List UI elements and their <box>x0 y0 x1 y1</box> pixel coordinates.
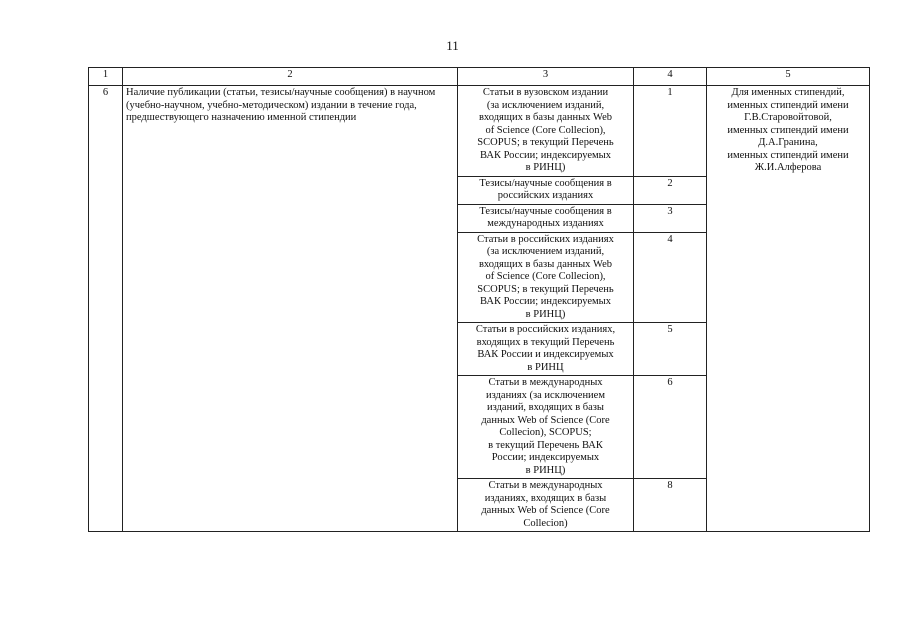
table-header-row <box>89 68 870 86</box>
points-cell: 8 <box>634 479 707 532</box>
row-number: 6 <box>89 86 123 532</box>
points-cell: 1 <box>634 86 707 177</box>
page-number: 11 <box>446 38 459 53</box>
publication-type-cell: Тезисы/научные сообщения в российских изданиях <box>458 176 634 204</box>
publication-type-cell: Тезисы/научные сообщения в международных изданиях <box>458 204 634 232</box>
column-header-3: 3 <box>458 68 634 86</box>
publication-type-cell: Статьи в российских изданиях (за исключением изданий, входящих в базы данных Web of Science (Core Collecion), SCOPUS; в текущий Перечень ВАК России; индексируемых в РИНЦ) <box>458 232 634 323</box>
column-header-1: 1 <box>89 68 123 86</box>
points-cell: 2 <box>634 176 707 204</box>
column-header-5: 5 <box>707 68 870 86</box>
points-cell: 6 <box>634 376 707 479</box>
table-row <box>89 86 870 177</box>
publication-type-cell: Статьи в международных изданиях (за исключением изданий, входящих в базы данных Web of Science (Core Collecion), SCOPUS; в текущий Перечень ВАК России; индексируемых в РИНЦ) <box>458 376 634 479</box>
points-cell: 3 <box>634 204 707 232</box>
publication-type-cell: Статьи в российских изданиях, входящих в текущий Перечень ВАК России и индексируемых в РИНЦ <box>458 323 634 376</box>
criterion-cell: Наличие публикации (статьи, тезисы/научные сообщения) в научном (учебно-научном, учебно-методическом) издании в течение года, предшествующего назначению именной стипендии <box>123 86 458 532</box>
publication-type-cell: Статьи в международных изданиях, входящих в базы данных Web of Science (Core Collecion) <box>458 479 634 532</box>
criteria-table <box>88 67 870 532</box>
scholarships-cell: Для именных стипендий, именных стипендий имени Г.В.Старовойтовой, именных стипендий имени Д.А.Гранина, именных стипендий имени Ж.И.Алферова <box>707 86 870 532</box>
column-header-2: 2 <box>123 68 458 86</box>
points-cell: 4 <box>634 232 707 323</box>
column-header-4: 4 <box>634 68 707 86</box>
points-cell: 5 <box>634 323 707 376</box>
publication-type-cell: Статьи в вузовском издании (за исключением изданий, входящих в базы данных Web of Science (Core Collecion), SCOPUS; в текущий Перечень ВАК России; индексируемых в РИНЦ) <box>458 86 634 177</box>
